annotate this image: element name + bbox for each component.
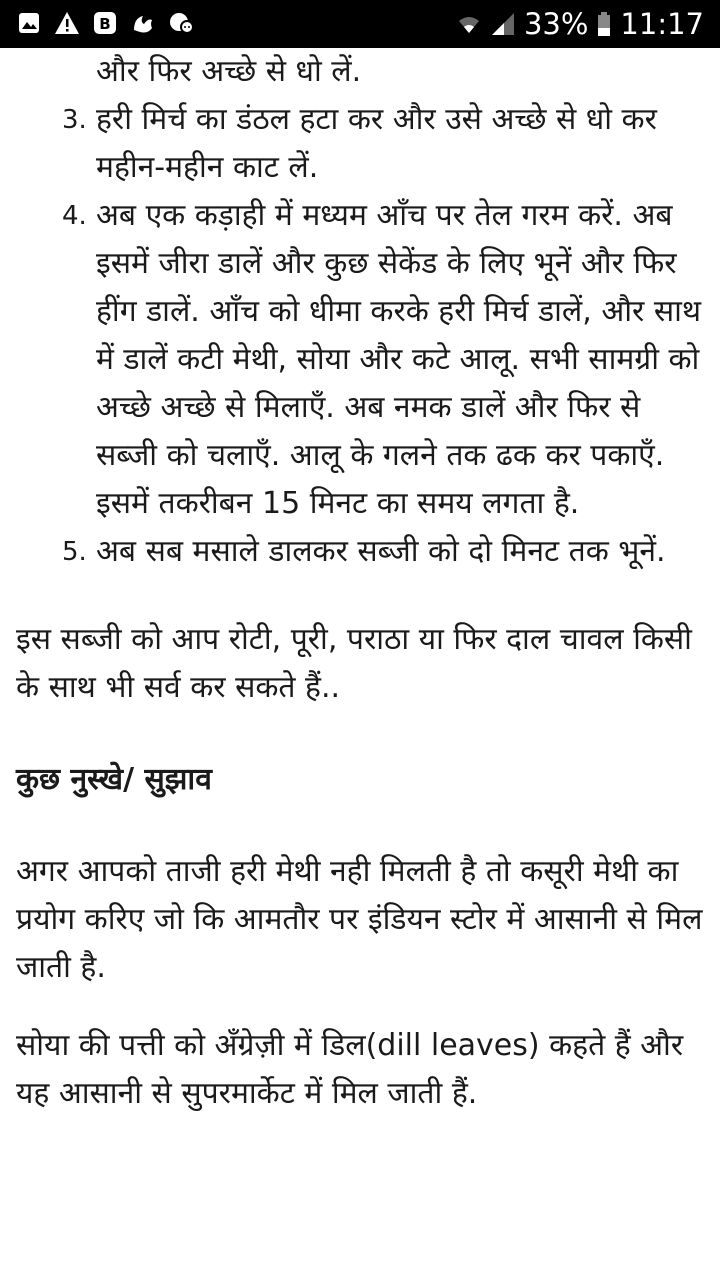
serving-note: इस सब्जी को आप रोटी, पूरी, पराठा या फिर दाल चावल किसी के साथ भी सर्व कर सकते हैं.. — [16, 622, 692, 705]
list-item — [0, 192, 720, 528]
gallery-icon — [16, 10, 42, 36]
step-number: 3. — [62, 105, 87, 135]
list-item — [0, 96, 720, 192]
svg-text:B: B — [99, 15, 111, 33]
status-bar — [0, 0, 720, 48]
notification-icons — [16, 10, 194, 36]
step-number: 5. — [62, 537, 87, 567]
article-content — [0, 48, 720, 1280]
tip-paragraph: अगर आपको ताजी हरी मेथी नही मिलती है तो कसूरी मेथी का प्रयोग करिए जो कि आमतौर पर इंडियन स्टोर में आसानी से मिल जाती है. — [16, 854, 703, 985]
chat-bubble-icon — [168, 10, 194, 36]
battery-percent: 33% — [523, 7, 589, 41]
step-text: अब सब मसाले डालकर सब्जी को दो मिनट तक भूनें. — [96, 534, 666, 569]
step-text: अब एक कड़ाही में मध्यम आँच पर तेल गरम करें. अब इसमें जीरा डालें और कुछ सेकेंड के लिए भूनें और फिर हींग डालें. आँच को धीमा करके हरी मिर्च डालें, और साथ में डालें कटी मेथी, सोया और कटे आलू. सभी सामग्री को अच्छे अच्छे से मिलाएँ. अब नमक डालें और फिर से सब्जी को चलाएँ. आलू के गलने तक ढक कर पकाएँ. इसमें तकरीबन 15 मिनट का समय लगता है. — [96, 198, 702, 521]
uc-browser-icon — [130, 10, 156, 36]
step-2-continuation: और फिर अच्छे से धो लें. — [96, 54, 362, 89]
signal-icon — [490, 11, 516, 37]
warning-icon — [54, 10, 80, 36]
steps-list — [0, 96, 720, 576]
step-text: हरी मिर्च का डंठल हटा कर और उसे अच्छे से धो कर महीन-महीन काट लें. — [96, 102, 657, 185]
tips-heading: कुछ नुस्खे/ सुझाव — [16, 762, 212, 797]
step-number: 4. — [62, 201, 87, 231]
battery-icon — [596, 11, 612, 37]
clock-time: 11:17 — [620, 7, 704, 41]
list-item — [0, 528, 720, 576]
wifi-icon — [456, 11, 482, 37]
system-status — [456, 0, 704, 48]
blogger-icon — [92, 10, 118, 36]
tip-paragraph: सोया की पत्ती को अँग्रेज़ी में डिल(dill leaves) कहते हैं और यह आसानी से सुपरमार्केट में मिल जाती हैं. — [16, 1028, 684, 1111]
